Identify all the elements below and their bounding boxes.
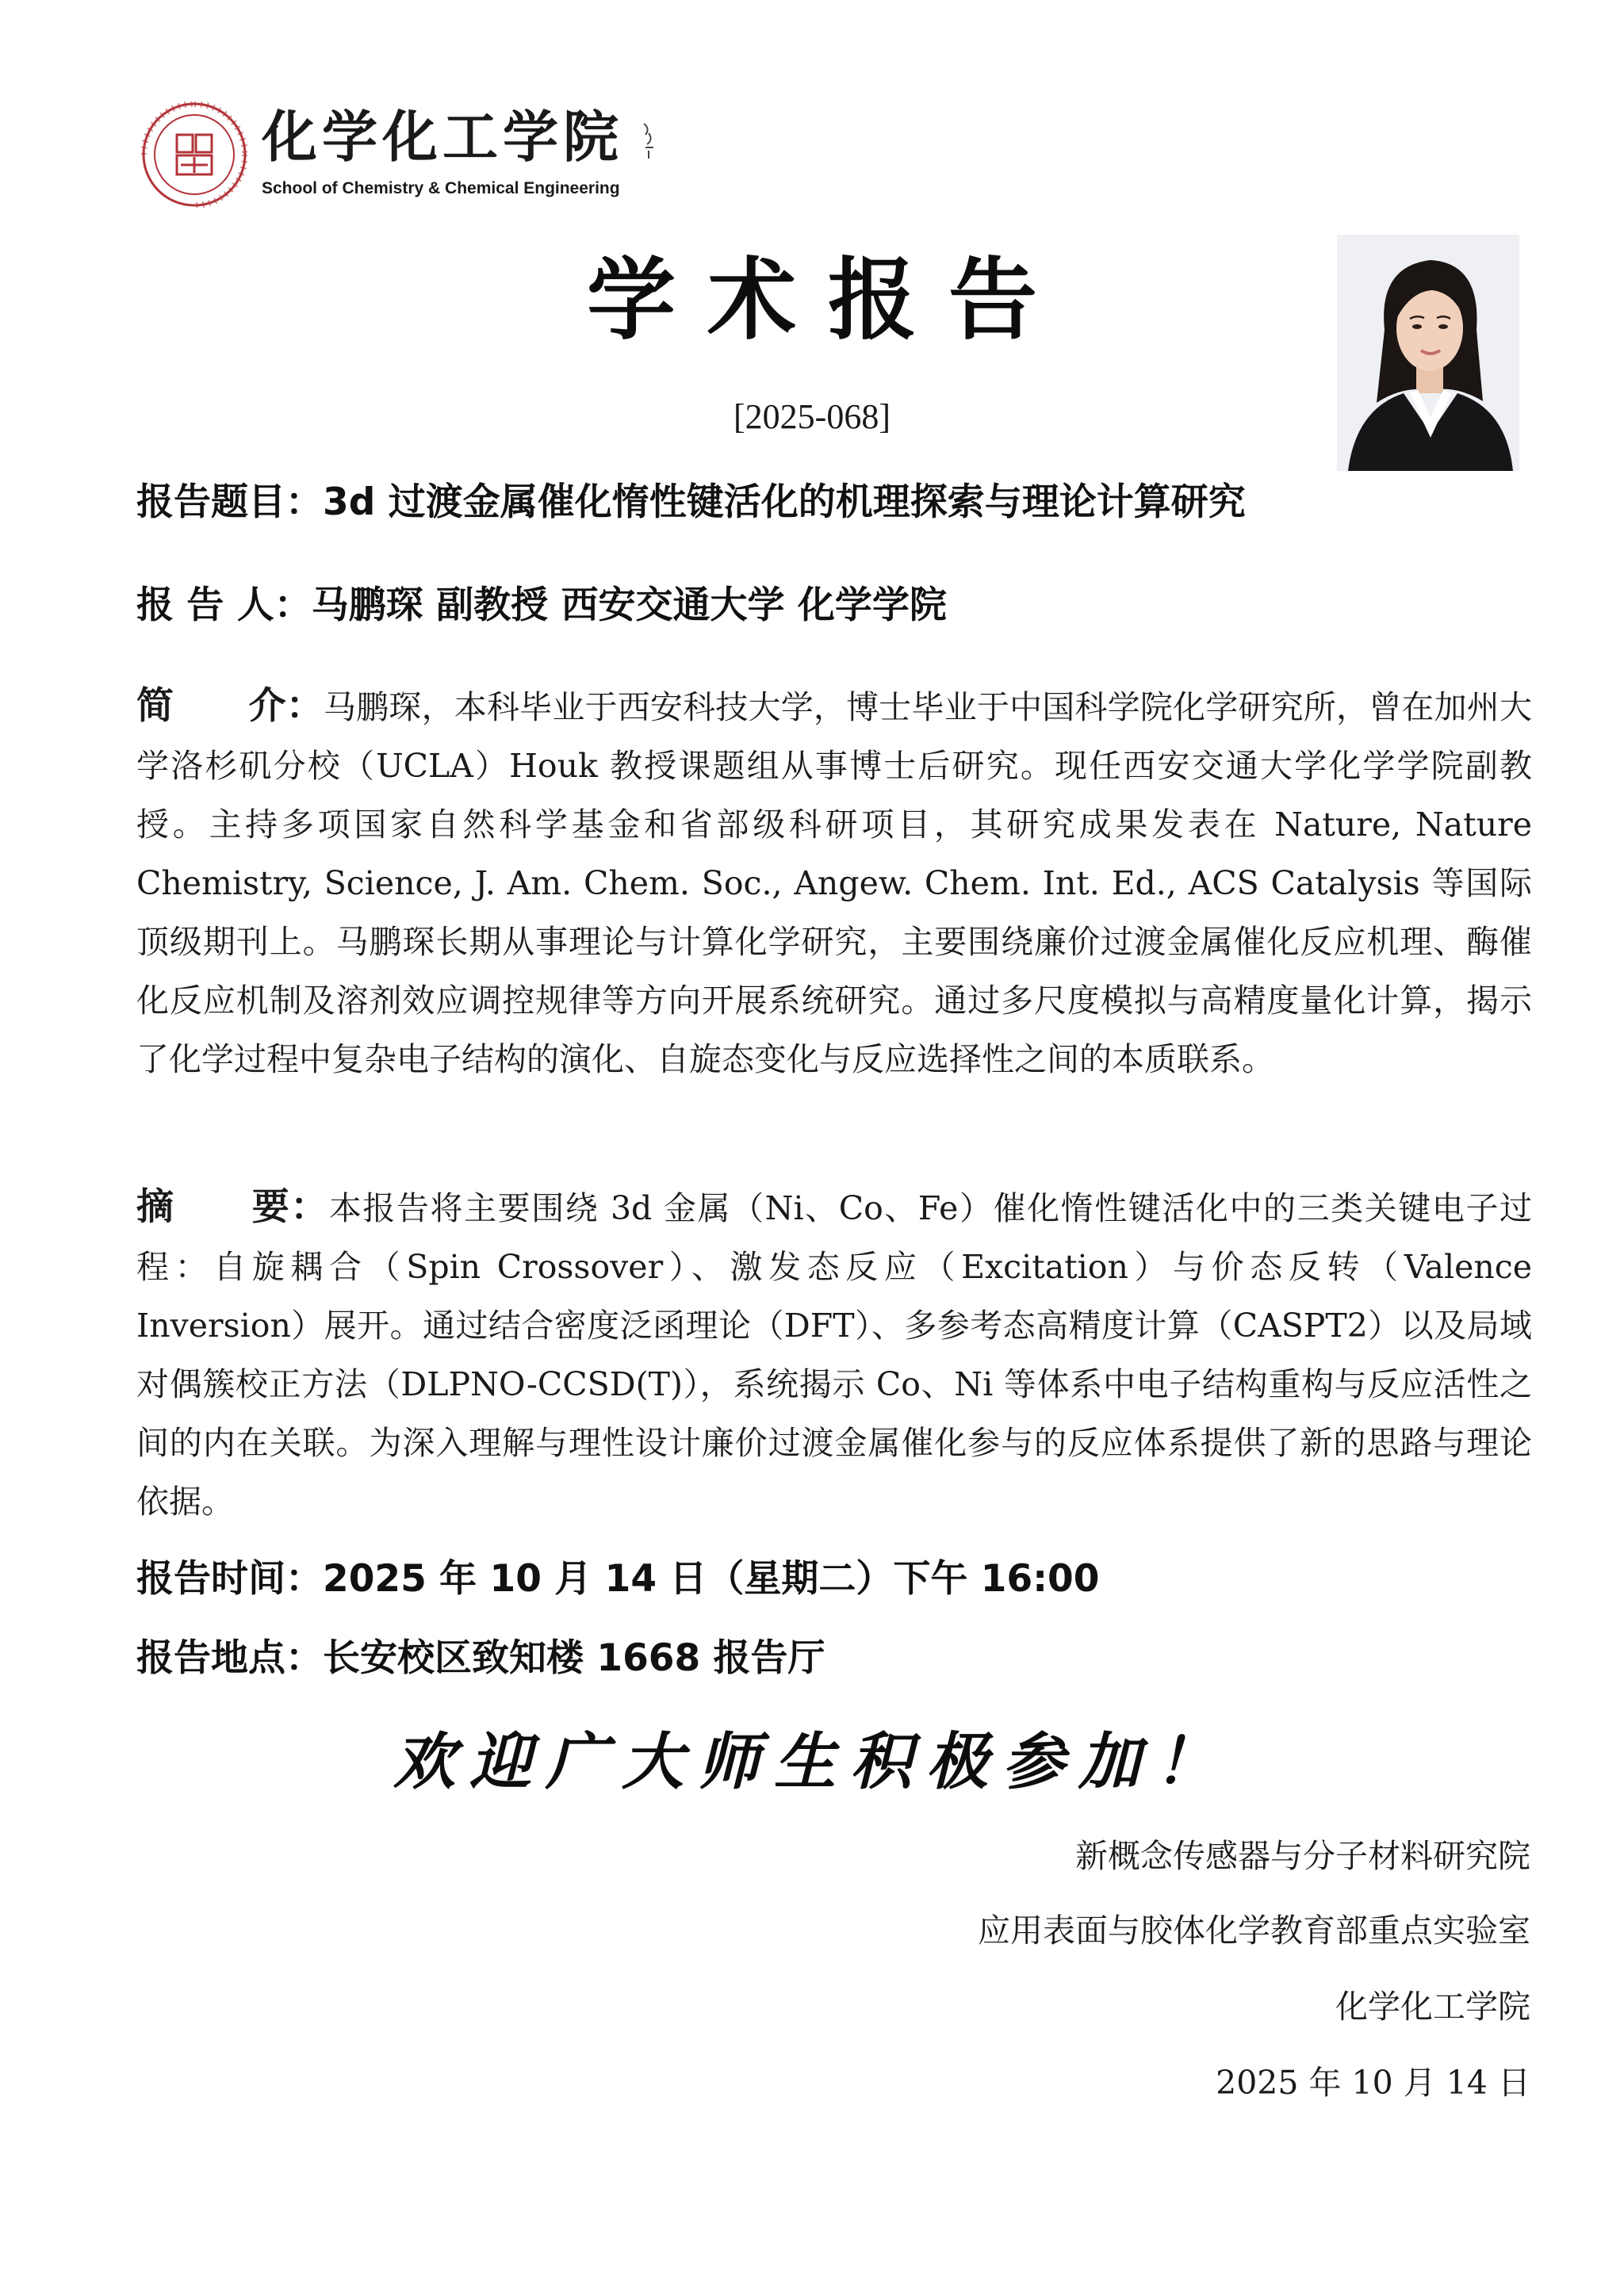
organizer-3: 化学化工学院 bbox=[1335, 1988, 1530, 2026]
school-name-en: School of Chemistry & Chemical Engineering bbox=[262, 179, 620, 197]
venue-line bbox=[136, 1636, 825, 1681]
organizer-2: 应用表面与胶体化学教育部重点实验室 bbox=[978, 1911, 1530, 1950]
venue-value: 长安校区致知楼 1668 报告厅 bbox=[323, 1636, 825, 1680]
organizer-1: 新概念传感器与分子材料研究院 bbox=[1075, 1837, 1530, 1875]
speaker-label: 报 告 人： bbox=[136, 584, 312, 627]
school-name-cn: 化学化工学院 bbox=[262, 105, 623, 170]
venue-label: 报告地点： bbox=[136, 1636, 323, 1680]
time-label: 报告时间： bbox=[136, 1557, 323, 1601]
abstract-text: 本报告将主要围绕 3d 金属（Ni、Co、Fe）催化惰性键活化中的三类关键电子过程：自旋耦合（Spin Crossover）、激发态反应（Excitation）与价态反转（Valence Inversion）展开。通过结合密度泛函理论（DFT）、多参考态高精度计算（CASPT2）以及局域对偶簇校正方法（DLPNO-CCSD(T)），系统揭示 Co、Ni 等体系中电子结构重构与反应活性之间的内在关联。为深入理解与理性设计廉价过渡金属催化参与的反应体系提供了新的思路与理论依据。 bbox=[136, 1189, 1533, 1521]
welcome-banner: 欢迎广大师生积极参加！ bbox=[393, 1726, 1231, 1798]
school-seal-logo bbox=[141, 101, 247, 208]
speaker-portrait-photo bbox=[1337, 235, 1519, 471]
calligraphy-signature-mark bbox=[641, 121, 657, 162]
bio-text: 马鹏琛，本科毕业于西安科技大学，博士毕业于中国科学院化学研究所，曾在加州大学洛杉矶分校（UCLA）Houk 教授课题组从事博士后研究。现任西安交通大学化学学院副教授。主持多项国家自然科学基金和省部级科研项目，其研究成果发表在 Nature, Nature Chemistry, Science, J. Am. Chem. Soc., Angew. Chem. Int. Ed., ACS Catalysis 等国际顶级期刊上。马鹏琛长期从事理论与计算化学研究，主要围绕廉价过渡金属催化反应机理、酶催化反应机制及溶剂效应调控规律等方向开展系统研究。通过多尺度模拟与高精度量化计算，揭示了化学过程中复杂电子结构的演化、自旋态变化与反应选择性之间的本质联系。 bbox=[136, 688, 1533, 1078]
time-line bbox=[136, 1557, 1099, 1601]
bio-label: 简 介： bbox=[136, 684, 324, 728]
topic-line bbox=[136, 480, 1246, 525]
page-title: 学术报告 bbox=[587, 249, 1069, 352]
speaker-value: 马鹏琛 副教授 西安交通大学 化学学院 bbox=[311, 584, 947, 627]
report-number: [2025-068] bbox=[733, 397, 891, 436]
time-value: 2025 年 10 月 14 日（星期二）下午 16:00 bbox=[323, 1557, 1100, 1601]
topic-label: 报告题目： bbox=[136, 480, 323, 524]
bio-paragraph bbox=[136, 677, 1532, 1089]
topic-value: 3d 过渡金属催化惰性键活化的机理探索与理论计算研究 bbox=[323, 480, 1246, 524]
abstract-paragraph bbox=[136, 1178, 1532, 1531]
speaker-line bbox=[136, 584, 947, 628]
abstract-label: 摘 要： bbox=[136, 1185, 329, 1229]
issue-date: 2025 年 10 月 14 日 bbox=[1216, 2064, 1530, 2102]
